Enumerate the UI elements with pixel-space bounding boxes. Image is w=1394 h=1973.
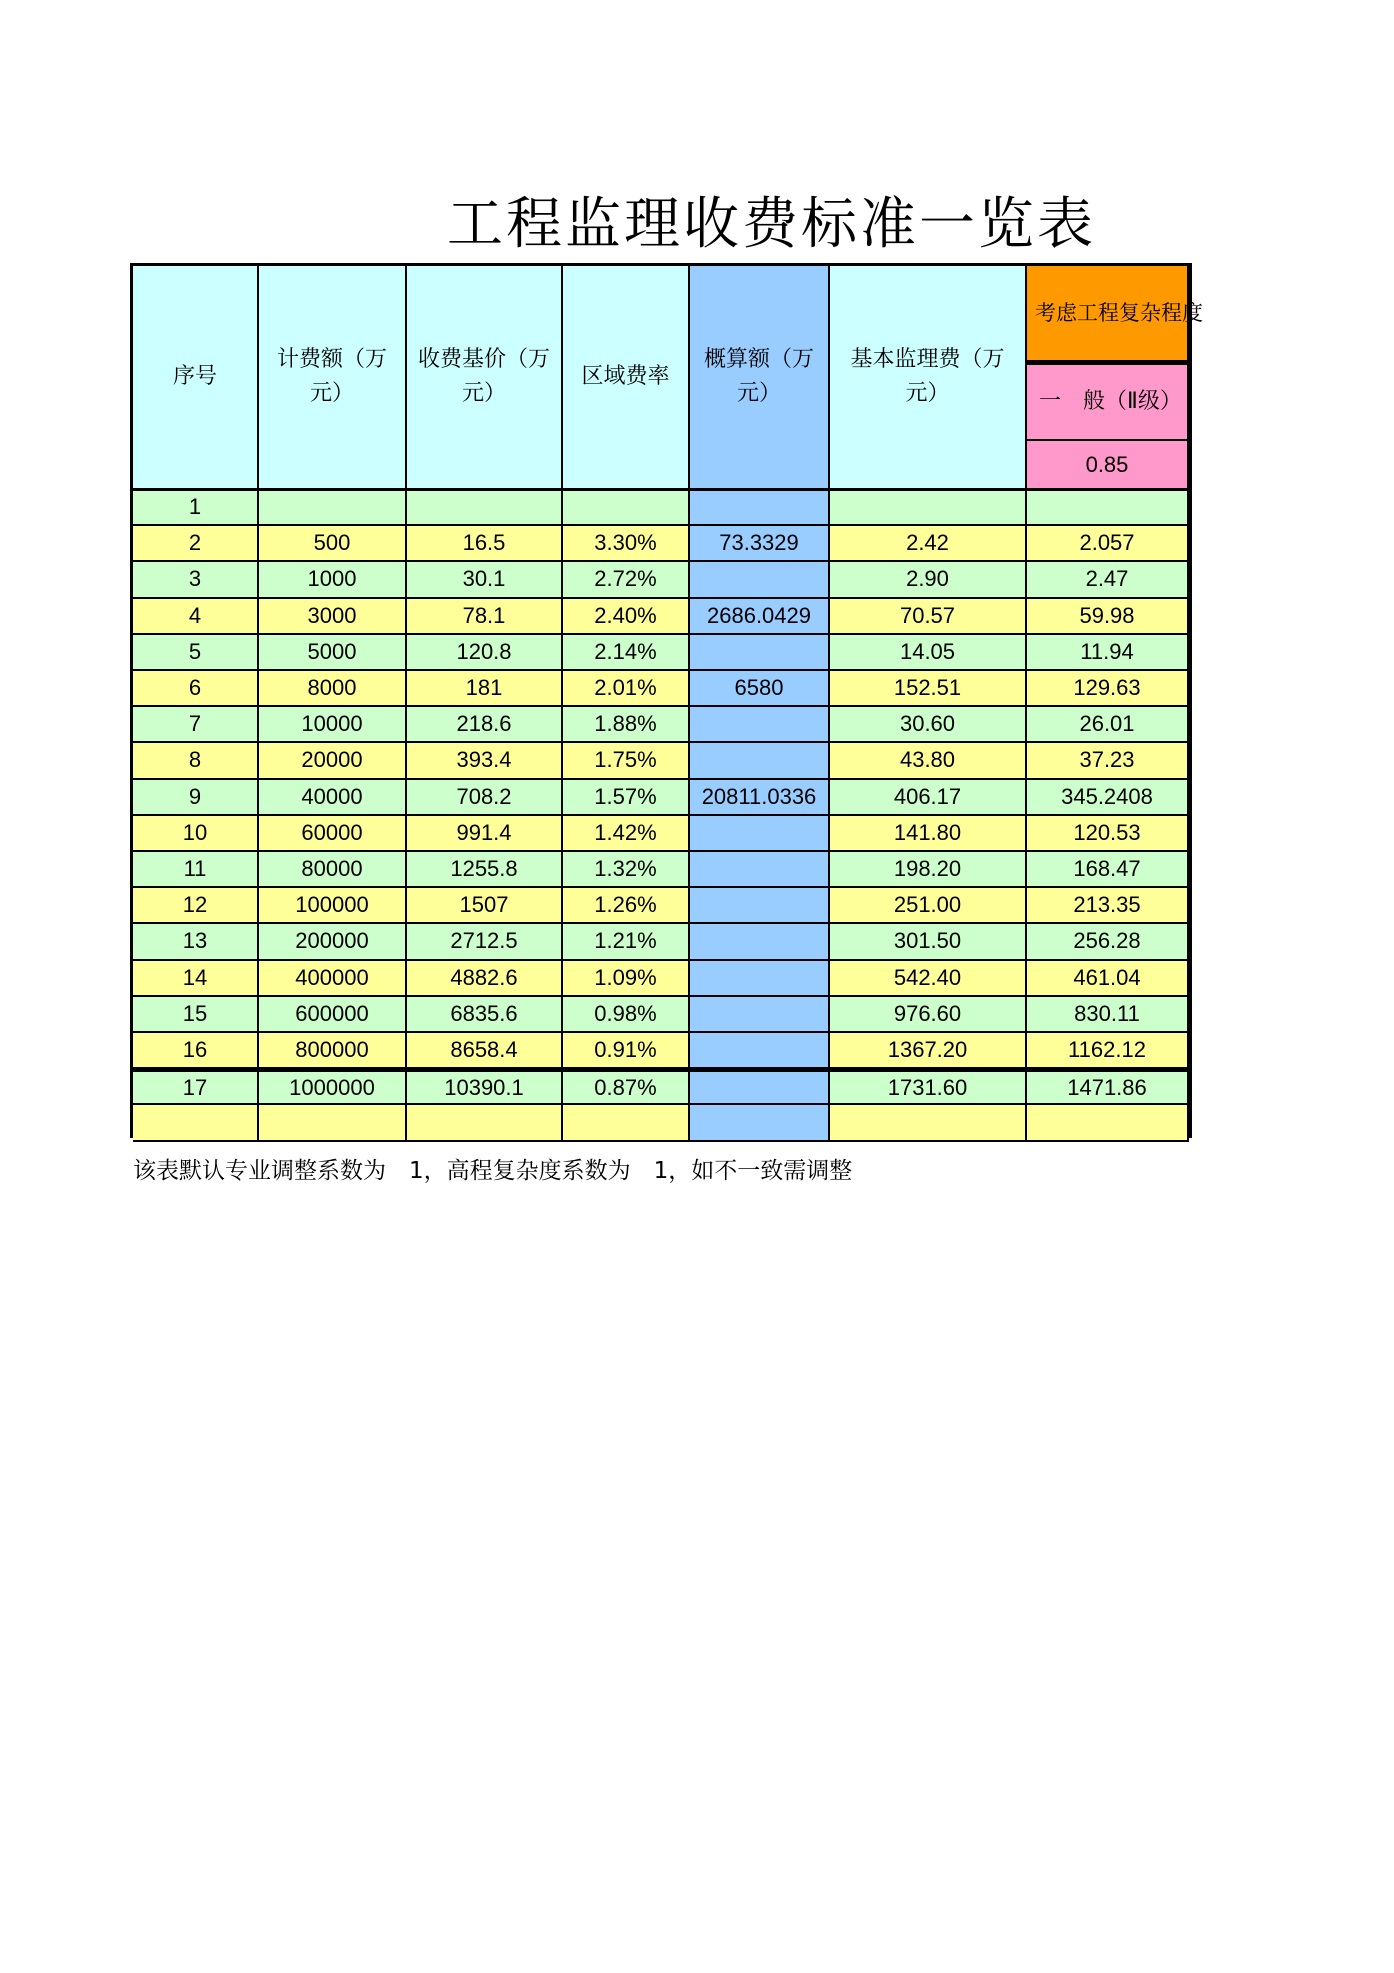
fee-table <box>130 263 1203 1138</box>
row-6-general-fee[interactable]: 129.63 <box>1027 671 1189 707</box>
row-3-seq[interactable]: 3 <box>133 562 259 598</box>
row-12-region-rate[interactable]: 1.26% <box>563 888 690 924</box>
row-2-fee-amount[interactable]: 500 <box>259 526 407 562</box>
row-11-basic-fee[interactable]: 198.20 <box>830 852 1027 888</box>
row-4-fee-amount[interactable]: 3000 <box>259 599 407 635</box>
header-budget[interactable]: 概算额（万元） <box>690 266 830 490</box>
row-12-seq[interactable]: 12 <box>133 888 259 924</box>
row-13-general-fee[interactable]: 256.28 <box>1027 924 1189 960</box>
row-7-basic-fee[interactable]: 30.60 <box>830 707 1027 743</box>
row-17-seq[interactable]: 17 <box>133 1069 259 1105</box>
row-16-base-price[interactable]: 8658.4 <box>407 1033 563 1069</box>
row-5-seq[interactable]: 5 <box>133 635 259 671</box>
row-10-basic-fee[interactable]: 141.80 <box>830 816 1027 852</box>
row-6-budget[interactable]: 6580 <box>690 671 830 707</box>
row-9-seq[interactable]: 9 <box>133 780 259 816</box>
row-5-budget[interactable] <box>690 635 830 671</box>
row-15-region-rate[interactable]: 0.98% <box>563 997 690 1033</box>
row-17-region-rate[interactable]: 0.87% <box>563 1069 690 1105</box>
row-15-basic-fee[interactable]: 976.60 <box>830 997 1027 1033</box>
row-8-fee-amount[interactable]: 20000 <box>259 743 407 779</box>
row-7-seq[interactable]: 7 <box>133 707 259 743</box>
row-13-base-price[interactable]: 2712.5 <box>407 924 563 960</box>
row-17-general-fee[interactable]: 1471.86 <box>1027 1069 1189 1105</box>
row-18-basic-fee[interactable] <box>830 1105 1027 1141</box>
row-18-seq[interactable] <box>133 1105 259 1141</box>
row-16-region-rate[interactable]: 0.91% <box>563 1033 690 1069</box>
row-1-region-rate[interactable] <box>563 490 690 526</box>
row-4-base-price[interactable]: 78.1 <box>407 599 563 635</box>
row-13-region-rate[interactable]: 1.21% <box>563 924 690 960</box>
row-17-basic-fee[interactable]: 1731.60 <box>830 1069 1027 1105</box>
row-12-budget[interactable] <box>690 888 830 924</box>
row-8-budget[interactable] <box>690 743 830 779</box>
row-4-seq[interactable]: 4 <box>133 599 259 635</box>
row-10-region-rate[interactable]: 1.42% <box>563 816 690 852</box>
header-coefficient[interactable]: 0.85 <box>1027 441 1189 490</box>
row-2-seq[interactable]: 2 <box>133 526 259 562</box>
row-1-seq[interactable]: 1 <box>133 490 259 526</box>
row-16-budget[interactable] <box>690 1033 830 1069</box>
row-17-base-price[interactable]: 10390.1 <box>407 1069 563 1105</box>
header-complexity-label: 考虑工程复杂程度 <box>1035 301 1203 325</box>
row-16-basic-fee[interactable]: 1367.20 <box>830 1033 1027 1069</box>
row-10-general-fee[interactable]: 120.53 <box>1027 816 1189 852</box>
row-8-region-rate[interactable]: 1.75% <box>563 743 690 779</box>
row-1-basic-fee[interactable] <box>830 490 1027 526</box>
row-18-fee-amount[interactable] <box>259 1105 407 1141</box>
row-11-budget[interactable] <box>690 852 830 888</box>
row-18-budget[interactable] <box>690 1105 830 1141</box>
row-6-fee-amount[interactable]: 8000 <box>259 671 407 707</box>
row-15-seq[interactable]: 15 <box>133 997 259 1033</box>
row-4-basic-fee[interactable]: 70.57 <box>830 599 1027 635</box>
row-5-general-fee[interactable]: 11.94 <box>1027 635 1189 671</box>
row-14-region-rate[interactable]: 1.09% <box>563 961 690 997</box>
row-5-base-price[interactable]: 120.8 <box>407 635 563 671</box>
row-7-fee-amount[interactable]: 10000 <box>259 707 407 743</box>
row-8-general-fee[interactable]: 37.23 <box>1027 743 1189 779</box>
row-3-region-rate[interactable]: 2.72% <box>563 562 690 598</box>
row-16-fee-amount[interactable]: 800000 <box>259 1033 407 1069</box>
row-1-general-fee[interactable] <box>1027 490 1189 526</box>
row-6-region-rate[interactable]: 2.01% <box>563 671 690 707</box>
row-10-budget[interactable] <box>690 816 830 852</box>
row-15-budget[interactable] <box>690 997 830 1033</box>
row-10-fee-amount[interactable]: 60000 <box>259 816 407 852</box>
row-1-budget[interactable] <box>690 490 830 526</box>
row-15-fee-amount[interactable]: 600000 <box>259 997 407 1033</box>
row-13-budget[interactable] <box>690 924 830 960</box>
row-4-budget[interactable]: 2686.0429 <box>690 599 830 635</box>
row-10-seq[interactable]: 10 <box>133 816 259 852</box>
header-basic-fee[interactable]: 基本监理费（万元） <box>830 266 1027 490</box>
row-4-general-fee[interactable]: 59.98 <box>1027 599 1189 635</box>
row-12-basic-fee[interactable]: 251.00 <box>830 888 1027 924</box>
row-16-seq[interactable]: 16 <box>133 1033 259 1069</box>
row-7-general-fee[interactable]: 26.01 <box>1027 707 1189 743</box>
row-12-base-price[interactable]: 1507 <box>407 888 563 924</box>
row-5-region-rate[interactable]: 2.14% <box>563 635 690 671</box>
row-13-basic-fee[interactable]: 301.50 <box>830 924 1027 960</box>
header-divider <box>133 488 1189 491</box>
row-11-fee-amount[interactable]: 80000 <box>259 852 407 888</box>
row-4-region-rate[interactable]: 2.40% <box>563 599 690 635</box>
row-1-fee-amount[interactable] <box>259 490 407 526</box>
header-fee-amount[interactable]: 计费额（万元） <box>259 266 407 490</box>
row-14-base-price[interactable]: 4882.6 <box>407 961 563 997</box>
row-9-budget[interactable]: 20811.0336 <box>690 780 830 816</box>
header-complexity[interactable] <box>1027 266 1203 362</box>
row-5-fee-amount[interactable]: 5000 <box>259 635 407 671</box>
row-14-fee-amount[interactable]: 400000 <box>259 961 407 997</box>
row-9-fee-amount[interactable]: 40000 <box>259 780 407 816</box>
row-12-fee-amount[interactable]: 100000 <box>259 888 407 924</box>
row-11-seq[interactable]: 11 <box>133 852 259 888</box>
row-15-base-price[interactable]: 6835.6 <box>407 997 563 1033</box>
row-14-general-fee[interactable]: 461.04 <box>1027 961 1189 997</box>
row-2-budget[interactable]: 73.3329 <box>690 526 830 562</box>
row-8-base-price[interactable]: 393.4 <box>407 743 563 779</box>
row-6-seq[interactable]: 6 <box>133 671 259 707</box>
row-18-region-rate[interactable] <box>563 1105 690 1141</box>
row-12-general-fee[interactable]: 213.35 <box>1027 888 1189 924</box>
header-general[interactable]: 一 般（Ⅱ级） <box>1027 362 1189 441</box>
row-9-general-fee[interactable]: 345.2408 <box>1027 780 1189 816</box>
row-5-basic-fee[interactable]: 14.05 <box>830 635 1027 671</box>
row-14-basic-fee[interactable]: 542.40 <box>830 961 1027 997</box>
row-6-basic-fee[interactable]: 152.51 <box>830 671 1027 707</box>
row-17-fee-amount[interactable]: 1000000 <box>259 1069 407 1105</box>
row-14-seq[interactable]: 14 <box>133 961 259 997</box>
row-2-base-price[interactable]: 16.5 <box>407 526 563 562</box>
row-3-fee-amount[interactable]: 1000 <box>259 562 407 598</box>
header-region-rate[interactable]: 区域费率 <box>563 266 690 490</box>
row-1-base-price[interactable] <box>407 490 563 526</box>
row-8-basic-fee[interactable]: 43.80 <box>830 743 1027 779</box>
row-11-region-rate[interactable]: 1.32% <box>563 852 690 888</box>
row-9-base-price[interactable]: 708.2 <box>407 780 563 816</box>
row-18-general-fee[interactable] <box>1027 1105 1189 1141</box>
row-3-general-fee[interactable]: 2.47 <box>1027 562 1189 598</box>
row-7-base-price[interactable]: 218.6 <box>407 707 563 743</box>
row-3-budget[interactable] <box>690 562 830 598</box>
row-7-region-rate[interactable]: 1.88% <box>563 707 690 743</box>
header-seq[interactable]: 序号 <box>133 266 259 490</box>
row-2-region-rate[interactable]: 3.30% <box>563 526 690 562</box>
row-11-base-price[interactable]: 1255.8 <box>407 852 563 888</box>
row-14-budget[interactable] <box>690 961 830 997</box>
row-10-base-price[interactable]: 991.4 <box>407 816 563 852</box>
row-11-general-fee[interactable]: 168.47 <box>1027 852 1189 888</box>
row-8-seq[interactable]: 8 <box>133 743 259 779</box>
row-7-budget[interactable] <box>690 707 830 743</box>
row-9-region-rate[interactable]: 1.57% <box>563 780 690 816</box>
row-18-base-price[interactable] <box>407 1105 563 1141</box>
row-15-general-fee[interactable]: 830.11 <box>1027 997 1189 1033</box>
row-17-budget[interactable] <box>690 1069 830 1105</box>
row-6-base-price[interactable]: 181 <box>407 671 563 707</box>
row-2-general-fee[interactable]: 2.057 <box>1027 526 1189 562</box>
row-13-fee-amount[interactable]: 200000 <box>259 924 407 960</box>
row-16-general-fee[interactable]: 1162.12 <box>1027 1033 1189 1069</box>
row-3-basic-fee[interactable]: 2.90 <box>830 562 1027 598</box>
row-13-seq[interactable]: 13 <box>133 924 259 960</box>
page-title: 工程监理收费标准一览表 <box>447 192 1096 257</box>
header-base-price[interactable]: 收费基价（万元） <box>407 266 563 490</box>
row-2-basic-fee[interactable]: 2.42 <box>830 526 1027 562</box>
table-note: 该表默认专业调整系数为 1，高程复杂度系数为 1，如不一致需调整 <box>133 1158 853 1184</box>
row-9-basic-fee[interactable]: 406.17 <box>830 780 1027 816</box>
row-3-base-price[interactable]: 30.1 <box>407 562 563 598</box>
